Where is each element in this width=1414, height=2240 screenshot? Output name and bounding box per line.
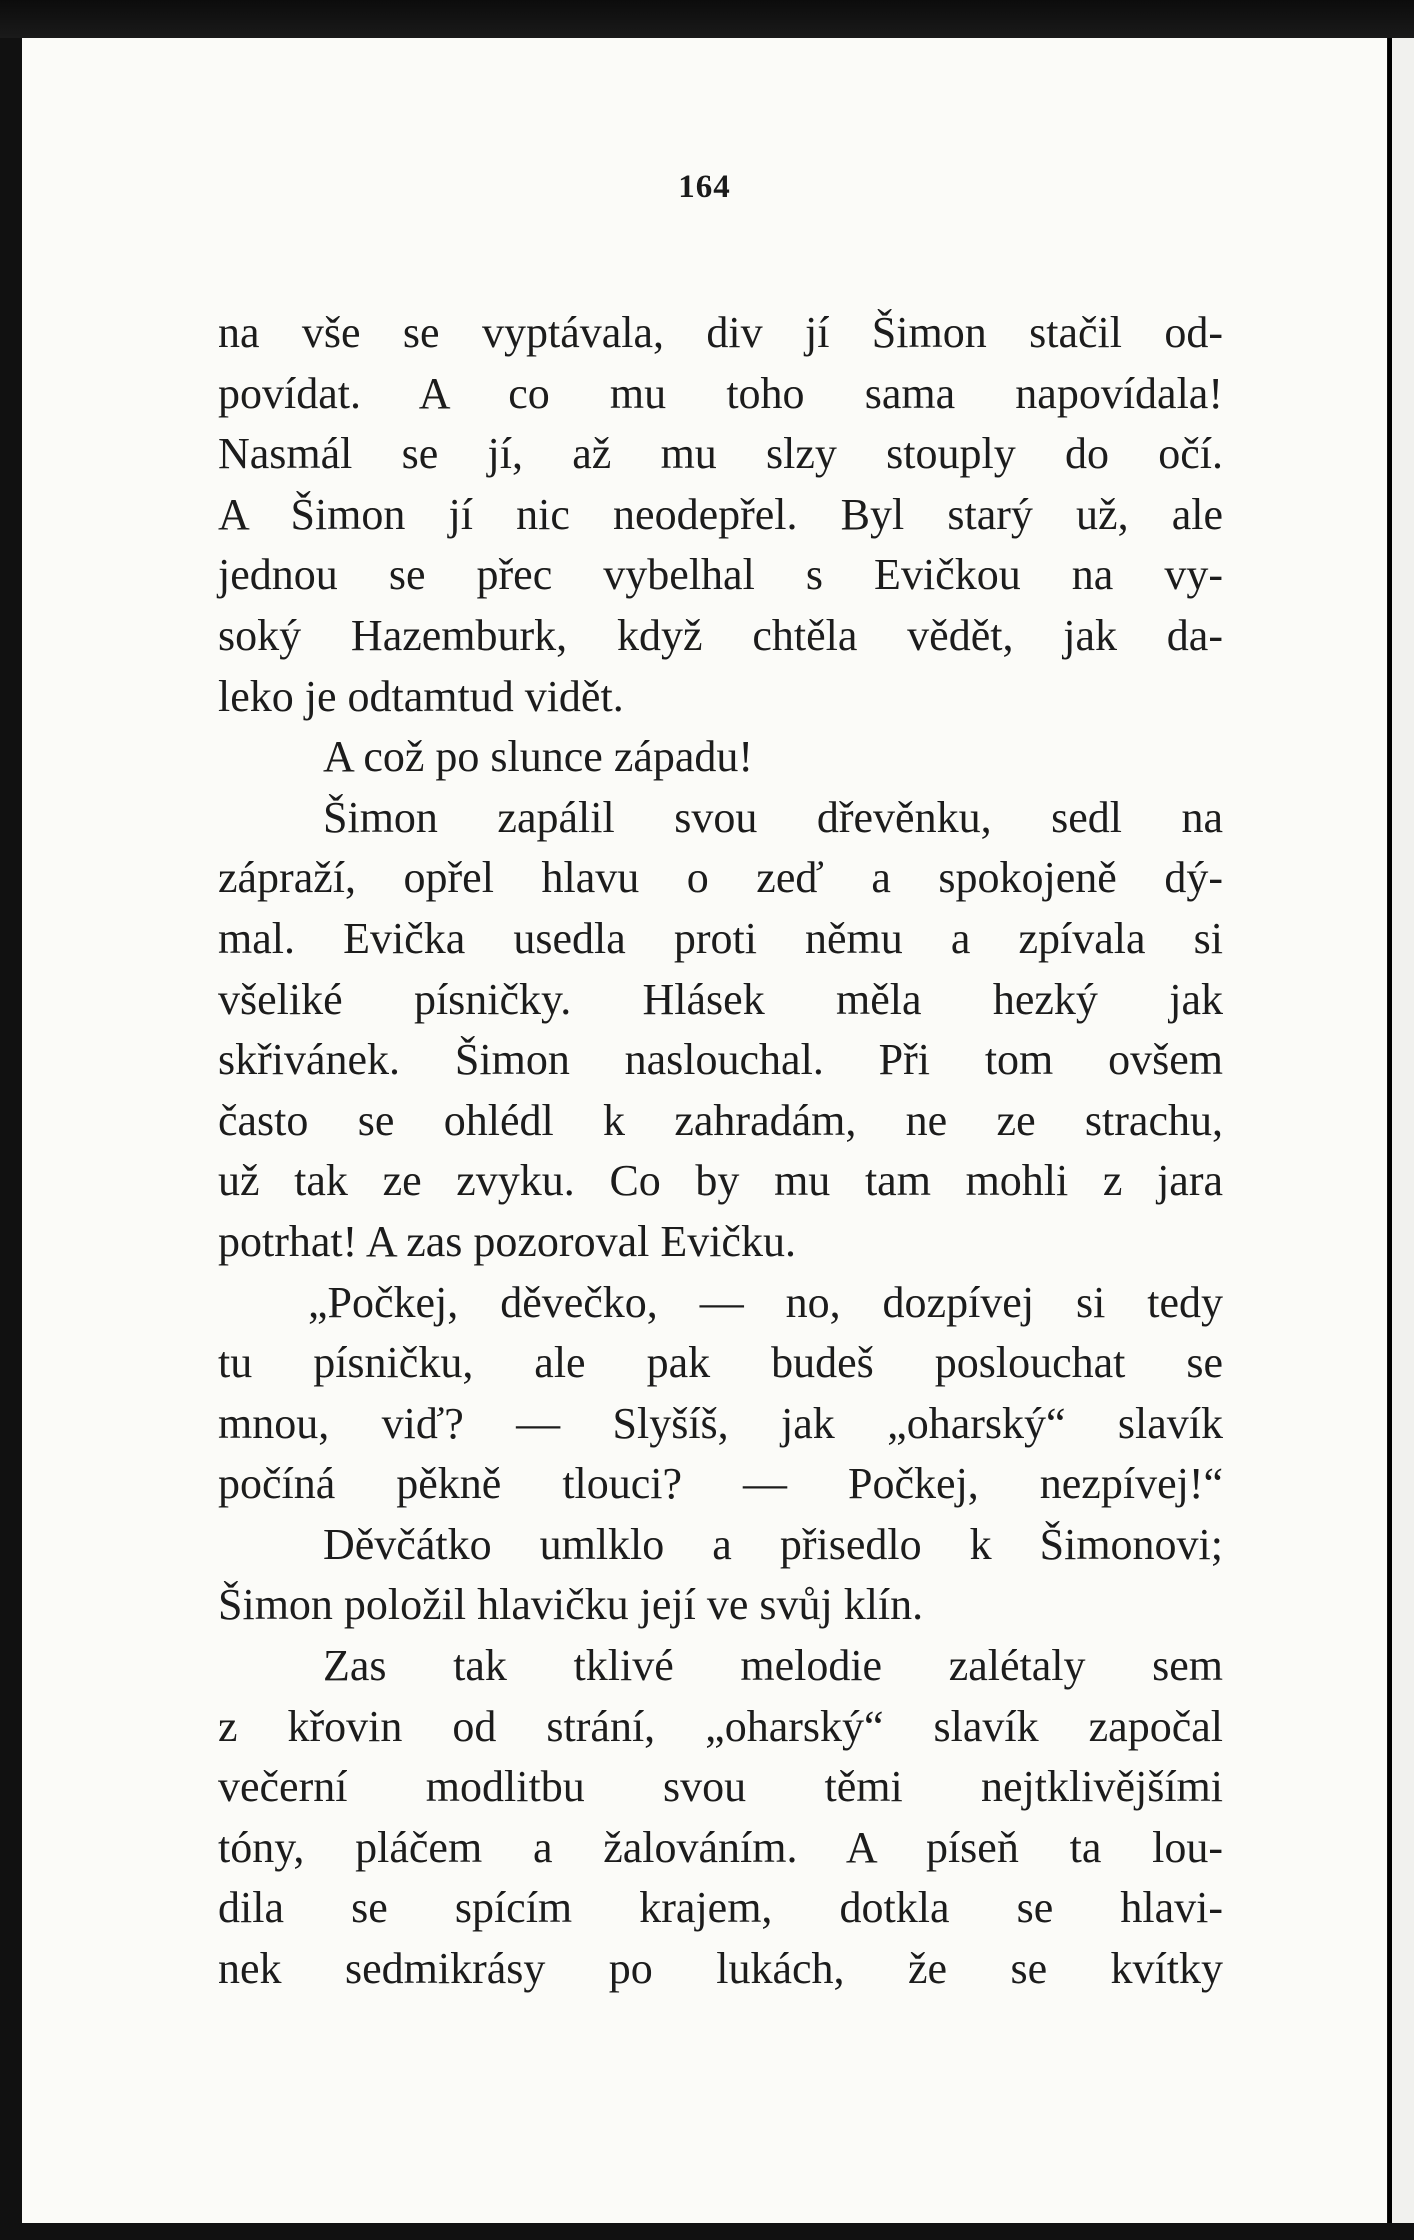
text-line: Zas tak tklivé melodie zalétaly sem xyxy=(323,1641,1223,1691)
text-line: A Šimon jí nic neodepřel. Byl starý už, ale xyxy=(218,489,1223,539)
body-text xyxy=(218,303,1223,2000)
text-line: už tak ze zvyku. Co by mu tam mohli z jara xyxy=(218,1156,1223,1206)
text-line: počíná pěkně tlouci? — Počkej, nezpívej!“ xyxy=(218,1459,1223,1509)
text-line: tu písničku, ale pak budeš poslouchat se xyxy=(218,1338,1223,1388)
text-line: nek sedmikrásy po lukách, že se kvítky xyxy=(218,1944,1223,1994)
text-line: jednou se přec vybelhal s Evičkou na vy- xyxy=(218,550,1223,600)
text-line: z křovin od strání, „oharský“ slavík započal xyxy=(218,1701,1223,1751)
text-line: leko je odtamtud vidět. xyxy=(218,671,624,721)
text-line: dila se spícím krajem, dotkla se hlavi- xyxy=(218,1883,1223,1933)
text-line: mal. Evička usedla proti němu a zpívala si xyxy=(218,913,1223,963)
scan-border-top xyxy=(0,0,1414,38)
text-line: mnou, viď? — Slyšíš, jak „oharský“ slavík xyxy=(218,1398,1223,1448)
text-line: A což po slunce západu! xyxy=(323,732,754,782)
text-line: Nasmál se jí, až mu slzy stouply do očí. xyxy=(218,429,1223,479)
book-page xyxy=(22,38,1387,2223)
text-line: „Počkej, děvečko, — no, dozpívej si tedy xyxy=(308,1277,1223,1327)
text-line: všeliké písničky. Hlásek měla hezký jak xyxy=(218,974,1223,1024)
text-line: Šimon zapálil svou dřevěnku, sedl na xyxy=(323,792,1223,842)
text-line: Děvčátko umlklo a přisedlo k Šimonovi; xyxy=(323,1519,1223,1569)
page-edge-line xyxy=(1388,38,1392,2223)
text-line: potrhat! A zas pozoroval Evičku. xyxy=(218,1216,796,1266)
page-number: 164 xyxy=(678,169,731,205)
text-line: soký Hazemburk, když chtěla vědět, jak da- xyxy=(218,610,1223,660)
text-line: často se ohlédl k zahradám, ne ze strachu, xyxy=(218,1095,1223,1145)
text-line: zápraží, opřel hlavu o zeď a spokojeně dý- xyxy=(218,853,1223,903)
text-line: Šimon položil hlavičku její ve svůj klín. xyxy=(218,1580,924,1630)
text-line: skřivánek. Šimon naslouchal. Při tom ovšem xyxy=(218,1035,1223,1085)
text-line: večerní modlitbu svou těmi nejtklivějšími xyxy=(218,1762,1223,1812)
text-line: tóny, pláčem a žalováním. A píseň ta lou- xyxy=(218,1822,1223,1872)
scan-border-right xyxy=(1392,38,1414,2223)
text-line: na vše se vyptávala, div jí Šimon stačil od- xyxy=(218,308,1223,357)
text-line: povídat. A co mu toho sama napovídala! xyxy=(218,368,1223,418)
